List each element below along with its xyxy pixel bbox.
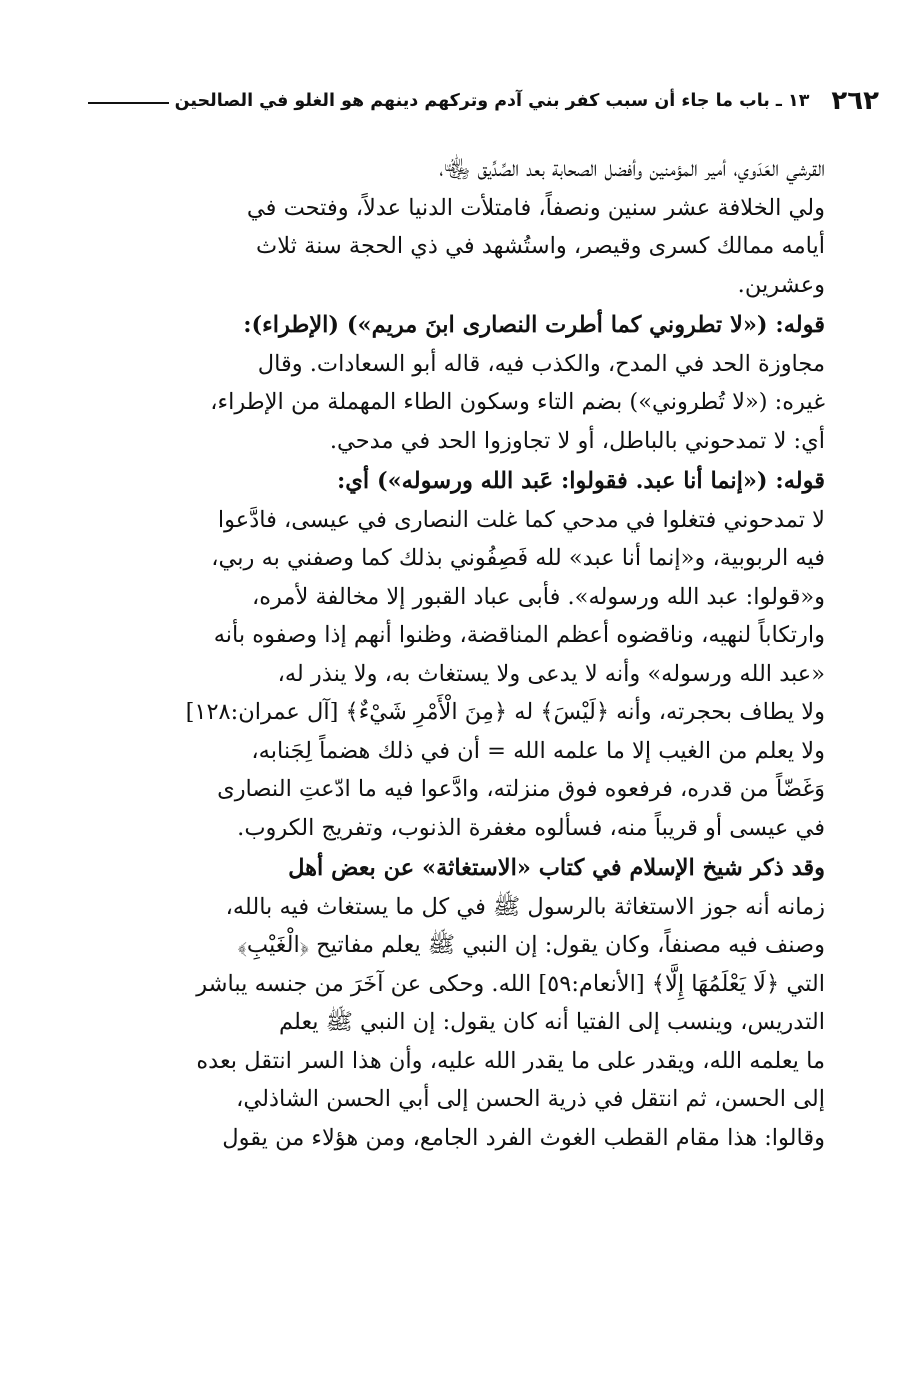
text-line: ما يعلمه الله، ويقدر على ما يقدر الله عليه، وأن هذا السر انتقل بعده [196,1047,825,1074]
text-line: فيه الربوبية، و«إنما أنا عبد» لله فَصِفُوني بذلك كما وصفني به ربي، [211,545,825,571]
text-line: مجاوزة الحد في المدح، والكذب فيه، قاله أبو السعادات. وقال [257,350,825,377]
paragraph-lead: قوله: («إنما أنا عبد. فقولوا: عَبد الله ورسوله») أي: [336,468,825,494]
text-line: وارتكاباً لنهيه، وناقضوه أعظم المناقضة، وظنوا أنهم إذا وصفوه بأنه [213,622,825,648]
paragraph-4 [88,849,825,1157]
paragraph-2 [88,306,825,460]
text-line: و«قولوا: عبد الله ورسوله». فأبى عباد القبور إلا مخالفة لأمره، [251,583,825,610]
text-line: أي: لا تمدحوني بالباطل، أو لا تجاوزوا الحد في مدحي. [329,427,825,454]
running-title: ١٣ ـ باب ما جاء أن سبب كفر بني آدم وتركهم دينهم هو الغلو في الصالحين [174,91,810,111]
paragraph-lead: وقد ذكر شيخ الإسلام في كتاب «الاستغاثة» عن بعض أهل [288,855,825,881]
text-line: غيره: («لا تُطروني») بضم التاء وسكون الطاء المهملة من الإطراء، [210,389,825,415]
text-line: التي ﴿لَا يَعْلَمُهَا إِلَّا﴾ [الأنعام:٥٩] الله. وحكى عن آخَرَ من جنسه يباشر [196,970,825,997]
text-line: ولي الخلافة عشر سنين ونصفاً، فامتلأت الدنيا عدلاً، وفتحت في [246,194,825,221]
text-line: إلى الحسن، ثم انتقل في ذرية الحسن إلى أبي الحسن الشاذلي، [236,1086,825,1112]
text-line: وصنف فيه مصنفاً، وكان يقول: إن النبي ﷺ يعلم مفاتيح ﴿الْغَيْبِ﴾ [237,932,825,958]
header-rule [88,102,169,104]
text-line: وعشرين. [737,271,825,298]
text-line: ولا يعلم من الغيب إلا ما علمه الله = أن في ذلك هضماً لِجَنابه، [251,737,825,764]
text-line: وَغَضّاً من قدره، فرفعوه فوق منزلته، وادَّعوا فيه ما ادّعتِ النصارى [217,776,825,802]
text-line: «عبد الله ورسوله» وأنه لا يدعى ولا يستغاث به، ولا ينذر له، [277,660,825,687]
paragraph-lead: قوله: («لا تطروني كما أطرت النصارى ابنَ مريم») (الإطراء): [243,312,825,338]
text-line: ولا يطاف بحجرته، وأنه ﴿لَيْسَ﴾ له ﴿مِنَ الْأَمْرِ شَيْءٌ﴾ [آل عمران:١٢٨] [185,699,825,725]
text-line: لا تمدحوني فتغلوا في مدحي كما غلت النصارى في عيسى، فادَّعوا [217,506,825,533]
page-number: ٢٦٢ [831,86,879,116]
text-line: زمانه أنه جوز الاستغاثة بالرسول ﷺ في كل ما يستغاث فيه بالله، [225,893,825,920]
text-line: التدريس، وينسب إلى الفتيا أنه كان يقول: إن النبي ﷺ يعلم [279,1009,825,1035]
text-line: أيامه ممالك كسرى وقيصر، واستُشهد في ذي الحجة سنة ثلاث [256,233,825,259]
paragraph-1 [88,150,825,304]
text-line: وقالوا: هذا مقام القطب الغوث الفرد الجامع، ومن هؤلاء من يقول [222,1124,825,1151]
paragraph-3 [88,462,825,847]
text-line: القرشي العَدَوي، أمير المؤمنين وأفضل الصحابة بعد الصِّدِّيق ﵄، [439,156,825,182]
page-header [88,84,879,118]
page-body [88,150,825,1157]
text-line: في عيسى أو قريباً منه، فسألوه مغفرة الذنوب، وتفريج الكروب. [237,814,825,841]
